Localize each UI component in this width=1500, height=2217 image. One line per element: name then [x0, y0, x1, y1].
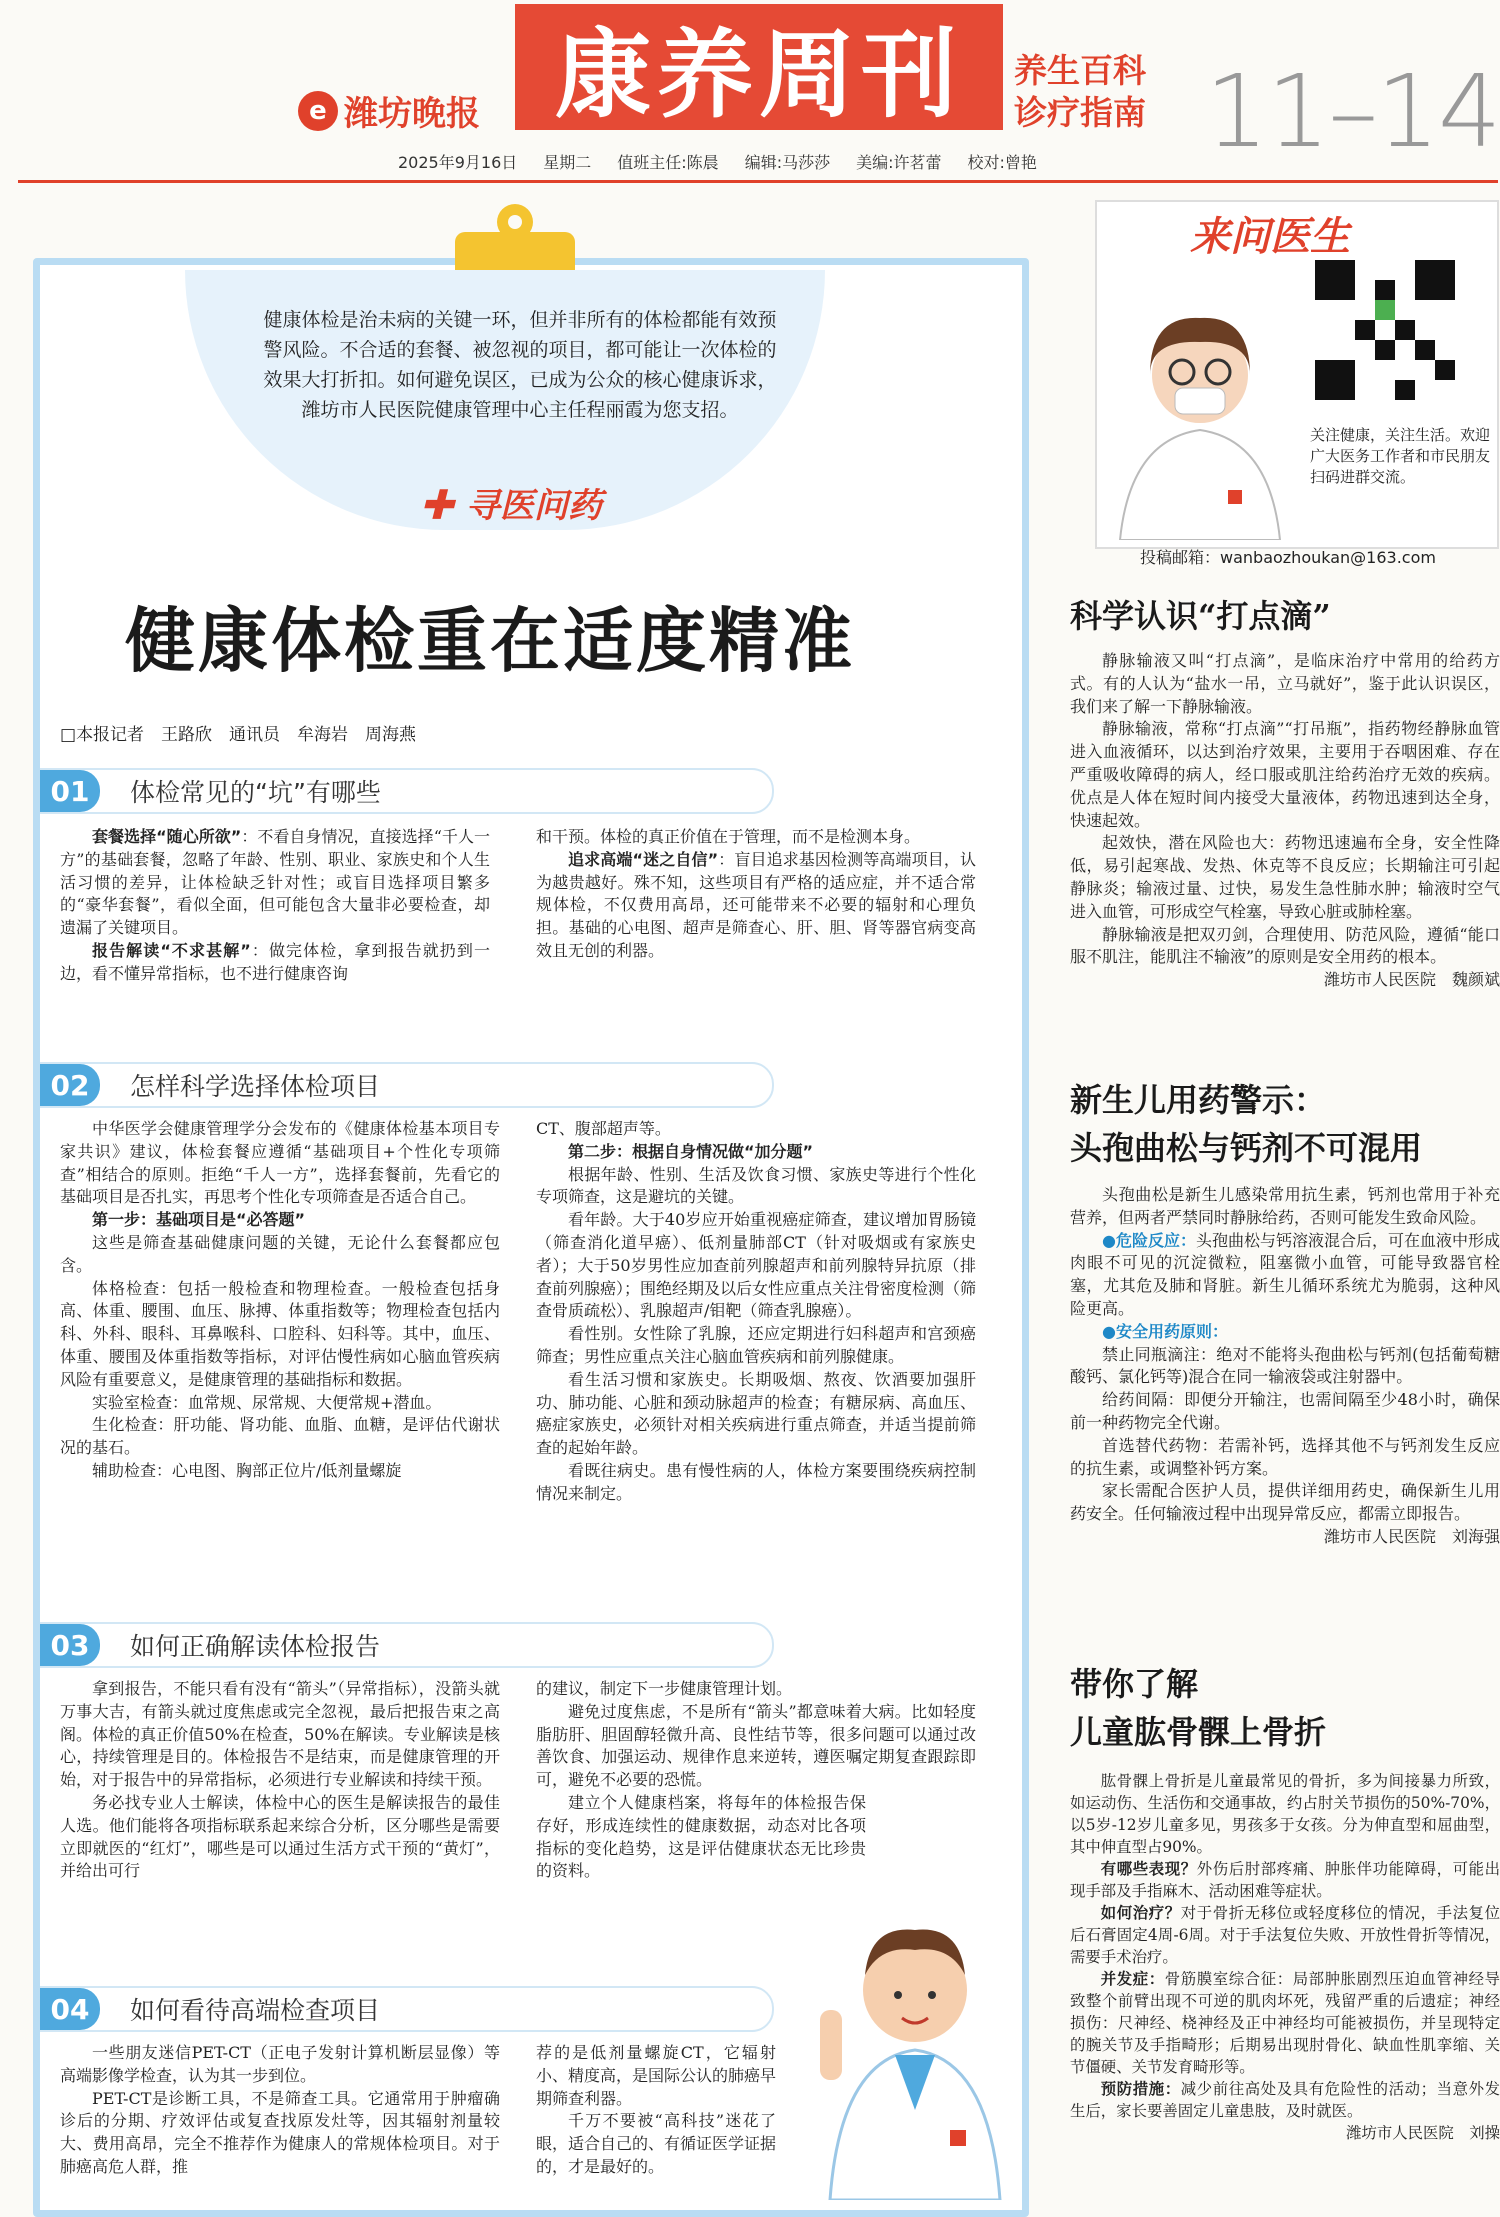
article-ceftriaxone-body: 头孢曲松是新生儿感染常用抗生素，钙剂也常用于补充营养，但两者严禁同时静脉给药，否则可能发生致命风险。 ●危险反应：头孢曲松与钙溶液混合后，可在血液中形成肉眼不可见的沉淀微粒，阻塞微小血管，可能导致器官栓塞，尤其危及肺和肾脏。新生儿循环系统尤为脆弱，这种风险更高。 ●安全用药原则： 禁止同瓶滴注：绝对不能将头孢曲松与钙剂(包括葡萄糖酸钙、氯化钙等)混合在同一输液袋或注射器中。 给药间隔：即便分开输注，也需间隔至少48小时，确保前一种药物完全代谢。 首选替代药物：若需补钙，选择其他不与钙剂发生反应的抗生素，或调整补钙方案。 家长需配合医护人员，提供详细用药史，确保新生儿用药安全。任何输液过程中出现异常反应，都需立即报告。 潍坊市人民医院 刘海强 — [1070, 1185, 1500, 1546]
section-1-col-a: 套餐选择“随心所欲”：不看自身情况，直接选择“千人一方”的基础套餐，忽略了年龄、性别、职业、家族史和个人生活习惯的差异，让体检缺乏针对性；或盲目选择项目繁多的“豪华套餐”，看似全面，但可能包含大量非必要检查，却遗漏了关键项目。 报告解读“不求甚解”：做完体检，拿到报告就扔到一边，看不懂异常指标，也不进行健康咨询 — [60, 827, 490, 983]
article-heading-fracture: 带你了解 儿童肱骨髁上骨折 — [1070, 1665, 1327, 1751]
section-1-col-b: 和干预。体检的真正价值在于管理，而不是检测本身。 追求高端“迷之自信”：盲目追求基因检测等高端项目，认为越贵越好。殊不知，这些项目有严格的适应症，并不适合常规体检，不仅费用高昂，还可能带来不必要的辐射和心理负担。基础的心电图、超声是筛查心、肝、胆、肾等器官病变高效且无创的利器。 — [536, 827, 976, 960]
ask-doctor-note: 关注健康，关注生活。欢迎广大医务工作者和市民朋友扫码进群交流。 — [1310, 426, 1491, 486]
column-subtitle: 养生百科 诊疗指南 — [1014, 51, 1146, 132]
section-header-3: 03 如何正确解读体检报告 — [40, 1622, 774, 1668]
intro-text: 健康体检是治未病的关键一环，但并非所有的体检都能有效预警风险。不合适的套餐、被忽视的项目，都可能让一次体检的效果大打折扣。如何避免误区，已成为公众的核心健康诉求，潍坊市人民医院健康管理中心主任程丽霞为您支招。 — [263, 309, 777, 421]
section-3-col-a: 拿到报告，不能只看有没有“箭头”（异常指标），没箭头就万事大吉，有箭头就过度焦虑或完全忽视，最后把报告束之高阁。体检的真正价值50%在检查，50%在解读。专业解读是核心，持续管理是目的。体检报告不是结束，而是健康管理的开始，对于报告中的异常指标，必须进行专业解读和持续干预。 务必找专业人士解读，体检中心的医生是解读报告的最佳人选。他们能将各项指标联系起来综合分析，区分哪些是需要立即就医的“红灯”，哪些是可以通过生活方式干预的“黄灯”，并给出可行 — [60, 1679, 500, 1881]
section-header-1: 01 体检常见的“坑”有哪些 — [40, 768, 774, 814]
section-4-col-a: 一些朋友迷信PET-CT（正电子发射计算机断层显像）等高端影像学检查，认为其一步到位。 PET-CT是诊断工具，不是筛查工具。它通常用于肿瘤确诊后的分期、疗效评估或复查找原发灶等，因其辐射剂量较大、费用高昂，完全不推荐作为健康人的常规体检项目。对于肺癌高危人群，推 — [60, 2043, 500, 2176]
page-numbers: 11–14 — [1205, 53, 1500, 170]
logo-text: 潍坊晚报 — [344, 94, 480, 134]
section-2-col-a: 中华医学会健康管理学分会发布的《健康体检基本项目专家共识》建议，体检套餐应遵循“基础项目+个性化专项筛查”相结合的原则。拒绝“千人一方”，选择套餐前，先看它的基础项目是否扎实，再思考个性化专项筛查是否适合自己。 第一步：基础项目是“必答题” 这些是筛查基础健康问题的关键，无论什么套餐都应包含。 体格检查：包括一般检查和物理检查。一般检查包括身高、体重、腰围、血压、脉搏、体重指数等；物理检查包括内科、外科、眼科、耳鼻喉科、口腔科、妇科等。其中，血压、体重、腰围及体重指数等指标，对评估慢性病如心脑血管疾病风险有重要意义，是健康管理的基础指标和数据。 实验室检查：血常规、尿常规、大便常规+潜血。 生化检查：肝功能、肾功能、血脂、血糖，是评估代谢状况的基石。 辅助检查：心电图、胸部正位片/低剂量螺旋 — [60, 1119, 500, 1480]
ask-doctor-title: 来问医生 — [1190, 214, 1350, 260]
logo-icon: e — [298, 91, 338, 131]
dateline: 2025年9月16日 星期二 值班主任:陈晨 编辑:马莎莎 美编:许茗蕾 校对:曾艳 — [398, 153, 1037, 172]
article-fracture-body: 肱骨髁上骨折是儿童最常见的骨折，多为间接暴力所致，如运动伤、生活伤和交通事故，约占肘关节损伤的50%-70%，以5岁-12岁儿童多见，男孩多于女孩。分为伸直型和屈曲型，其中伸直型占90%。 有哪些表现？外伤后肘部疼痛、肿胀伴功能障碍，可能出现手部及手指麻木、活动困难等症状。 如何治疗？对于骨折无移位或轻度移位的情况，手法复位后石膏固定4周-6周。对于手法复位失败、开放性骨折等情况，需要手术治疗。 并发症：骨筋膜室综合征：局部肿胀剧烈压迫血管神经导致整个前臂出现不可逆的肌肉坏死，残留严重的后遗症；神经损伤：尺神经、桡神经及正中神经均可能被损伤，并呈现特定的腕关节及手指畸形；后期易出现肘骨化、缺血性肌挛缩、关节僵硬、关节发育畸形等。 预防措施：减少前往高处及具有危险性的活动；当意外发生后，家长要善固定儿童患肢，及时就医。 潍坊市人民医院 刘操 — [1070, 1772, 1500, 2142]
section-4-col-b: 荐的是低剂量螺旋CT，它辐射小、精度高，是国际公认的肺癌早期筛查利器。 千万不要被“高科技”迷花了眼，适合自己的、有循证医学证据的，才是最好的。 — [536, 2043, 777, 2176]
qr-code — [1315, 260, 1455, 400]
column-title: 康养周刊 — [515, 4, 1003, 130]
nurse-illustration — [1100, 280, 1300, 540]
article-heading-ceftriaxone: 新生儿用药警示： 头孢曲松与钙剂不可混用 — [1070, 1081, 1423, 1167]
masthead-rule — [18, 180, 1498, 183]
section-2-col-b: CT、腹部超声等。 第二步：根据自身情况做“加分题” 根据年龄、性别、生活及饮食习惯、家族史等进行个性化专项筛查，这是避坑的关键。 看年龄。大于40岁应开始重视癌症筛查，建议增加胃肠镜（筛查消化道早癌）、低剂量肺部CT（针对吸烟或有家族史者）；大于50岁男性应加查前列腺超声和前列腺特异抗原（排查前列腺癌）；围绝经期及以后女性应重点关注骨密度检测（筛查骨质疏松）、乳腺超声/钼靶（筛查乳腺癌）。 看性别。女性除了乳腺，还应定期进行妇科超声和宫颈癌筛查；男性应重点关注心脑血管疾病和前列腺健康。 看生活习惯和家族史。长期吸烟、熬夜、饮酒要加强肝功、肺功能、心脏和颈动脉超声的检查；有糖尿病、高血压、癌症家族史，必须针对相关疾病进行重点筛查，并适当提前筛查的起始年龄。 看既往病史。患有慢性病的人，体检方案要围绕疾病控制情况来制定。 — [536, 1119, 977, 1503]
doctor-illustration — [810, 1860, 1020, 2200]
article-iv-body: 静脉输液又叫“打点滴”，是临床治疗中常用的给药方式。有的人认为“盐水一吊，立马就好”，鉴于此认识误区，我们来了解一下静脉输液。 静脉输液，常称“打点滴”“打吊瓶”，指药物经静脉血管进入血液循环，以达到治疗效果，主要用于吞咽困难、存在严重吸收障碍的病人，经口服或肌注给药治疗无效的疾病。优点是人体在短时间内接受大量液体，药物迅速到达全身，快速起效。 起效快，潜在风险也大：药物迅速遍布全身，安全性降低，易引起寒战、发热、休克等不良反应；长期输注可引起静脉炎；输液过量、过快，易发生急性肺水肿；输液时空气进入血管，可形成空气栓塞，导致心脏或肺栓塞。 静脉输液是把双刃剑，合理使用、防范风险，遵循“能口服不肌注，能肌注不输液”的原则是安全用药的根本。 潍坊市人民医院 魏颜斌 — [1070, 651, 1500, 990]
column-tag: ✚ 寻医问药 — [420, 486, 602, 526]
page-headline: 健康体检重在适度精准 — [125, 600, 855, 682]
section-header-2: 02 怎样科学选择体检项目 — [40, 1062, 774, 1108]
section-header-4: 04 如何看待高端检查项目 — [40, 1986, 774, 2032]
byline: □本报记者 王路欣 通讯员 牟海岩 周海燕 — [60, 725, 417, 745]
section-3-col-b: 的建议，制定下一步健康管理计划。 避免过度焦虑，不是所有“箭头”都意味着大病。比如轻度脂肪肝、胆固醇轻微升高、良性结节等，很多问题可以通过改善饮食、加强运动、规律作息来逆转，遵医嘱定期复查跟踪即可，避免不必要的恐慌。 建立个人健康档案，将每年的体检报告保存好，形成连续性的健康数据，动态对比各项指标的变化趋势，这是评估健康状态无比珍贵的资料。 — [536, 1679, 976, 1881]
submission-email: 投稿邮箱：wanbaozhoukan@163.com — [1140, 548, 1436, 567]
newspaper-logo — [298, 86, 480, 135]
article-heading-iv: 科学认识“打点滴” — [1070, 597, 1331, 635]
